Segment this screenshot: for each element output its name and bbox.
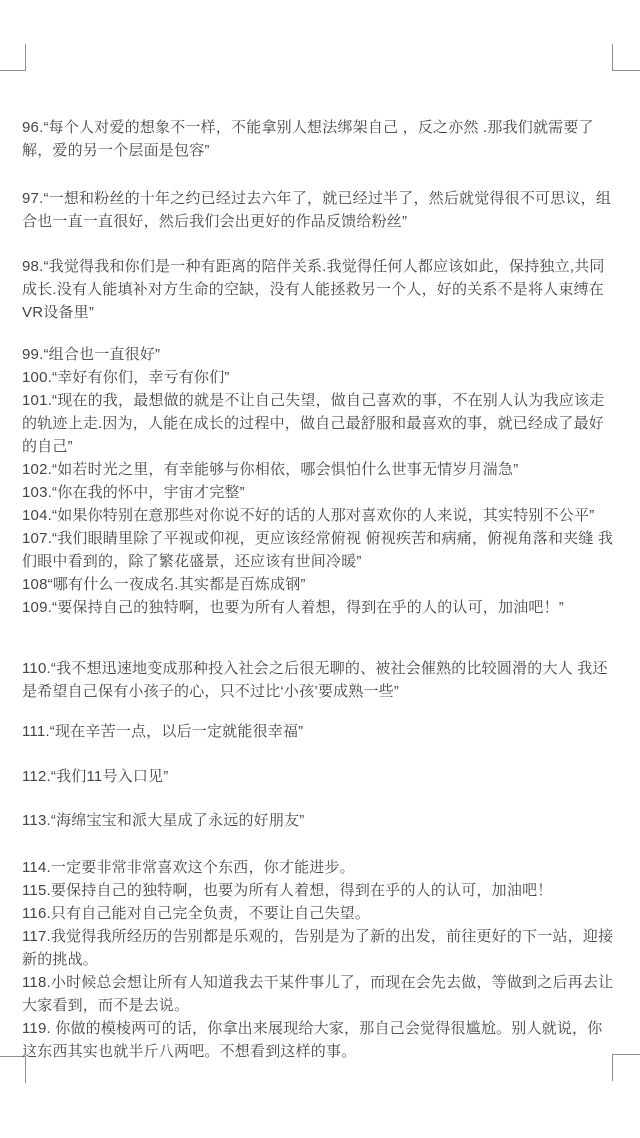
quote-99: 99.“组合也一直很好”: [22, 346, 161, 363]
quote-116: 116.只有自己能对自己完全负责，不要让自己失望。: [22, 905, 371, 922]
quote-107: 107.“我们眼睛里除了平视或仰视，更应该经常俯视 俯视疾苦和病痛，俯视角落和夹缝 我们眼中看到的，除了繁花盛景，还应该有世间冷暖”: [22, 530, 614, 570]
quote-100: 100.“幸好有你们，幸亏有你们”: [22, 369, 230, 386]
quote-98: 98.“我觉得我和你们是一种有距离的陪伴关系.我觉得任何人都应该如此，保持独立,共同成长.没有人能填补对方生命的空缺，没有人能拯救另一个人，好的关系不是将人束缚在VR设备里”: [22, 258, 605, 321]
text-boundary-mark-top-left: [0, 44, 26, 71]
quote-111: 111.“现在辛苦一点，以后一定就能很幸福”: [22, 723, 304, 740]
quote-115: 115.要保持自己的独特啊，也要为所有人着想，得到在乎的人的认可，加油吧！: [22, 882, 553, 899]
quote-114: 114.一定要非常非常喜欢这个东西，你才能进步。: [22, 859, 355, 876]
text-boundary-mark-top-right: [612, 44, 640, 71]
quote-96: 96.“每个人对爱的想象不一样，不能拿别人想法绑架自己 ，反之亦然 .那我们就需要了解，爱的另一个层面是包容”: [22, 119, 594, 159]
quote-117: 117.我觉得我所经历的告别都是乐观的，告别是为了新的出发，前往更好的下一站，迎接新的挑战。: [22, 928, 614, 968]
quote-97: 97.“一想和粉丝的十年之约已经过去六年了，就已经过半了，然后就觉得很不可思议，组合也一直一直很好，然后我们会出更好的作品反馈给粉丝”: [22, 190, 612, 230]
quote-103: 103.“你在我的怀中，宇宙才完整”: [22, 484, 245, 501]
quote-112: 112.“我们11号入口见”: [22, 768, 169, 785]
quote-118: 118.小时候总会想让所有人知道我去干某件事儿了，而现在会先去做，等做到之后再去让大家看到，而不是去说。: [22, 974, 614, 1014]
quote-113: 113.“海绵宝宝和派大星成了永远的好朋友”: [22, 812, 305, 829]
quote-102: 102.“如若时光之里，有幸能够与你相依，哪会惧怕什么世事无情岁月湍急”: [22, 461, 519, 478]
quote-104: 104.“如果你特别在意那些对你说不好的话的人那对喜欢你的人来说，其实特别不公平”: [22, 507, 595, 524]
quote-list: [22, 116, 614, 1063]
quote-119: 119. 你做的模棱两可的话，你拿出来展现给大家，那自己会觉得很尴尬。别人就说，你这东西其实也就半斤八两吧。不想看到这样的事。: [22, 1020, 603, 1060]
quote-110: 110.“我不想迅速地变成那种投入社会之后很无聊的、被社会催熟的比较圆滑的大人 我还是希望自己保有小孩子的心，只不过比‘小孩’要成熟一些”: [22, 660, 608, 700]
quote-109: 109.“要保持自己的独特啊，也要为所有人着想，得到在乎的人的认可，加油吧！”: [22, 599, 564, 616]
quote-101: 101.“现在的我，最想做的就是不让自己失望，做自己喜欢的事，不在别人认为我应该走的轨迹上走.因为，人能在成长的过程中，做自己最舒服和最喜欢的事，就已经成了最好的自己”: [22, 392, 605, 455]
text-boundary-mark-bottom-right: [612, 1054, 640, 1081]
quote-108: 108“哪有什么一夜成名.其实都是百炼成钢”: [22, 576, 306, 593]
